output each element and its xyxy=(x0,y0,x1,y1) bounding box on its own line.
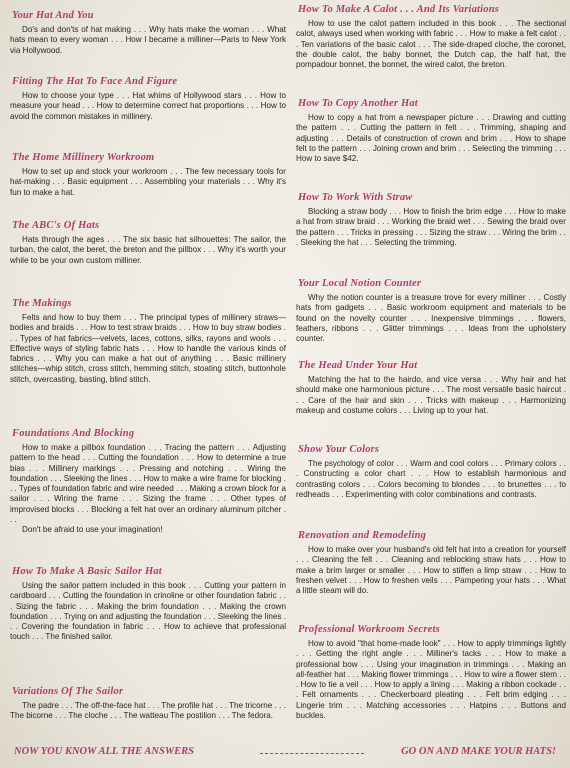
section-body: Using the sailor pattern included in this book . . . Cutting your pattern in cardboard . . . Cutting the foundation in crinoline or other foundation fabric . . . Sizing the fabric . . . Making the brim foundation . . . Making the crown foundation . . . Trying on and adjusting the foundation . . . Sleeking the lines . . . Covering the foundation in fabric . . . How to achieve that professional touch . . . The finished sailor. xyxy=(10,581,286,642)
section-body: Blocking a straw body . . . How to finish the brim edge . . . How to make a hat from straw braid . . . Working the braid wet . . . Sewing the braid over the pattern . . . Tricks in pressing . . . Sizing the straw . . . Wiring the brim . . . Sleeking the hat . . . Selecting the trimming. xyxy=(296,207,566,247)
section-heading: The Home Millinery Workroom xyxy=(12,152,155,163)
section-body: Why the notion counter is a treasure trove for every milliner . . . Costly hats from gadgets . . . Basic workroom equipment and materials to be found on the novelty counter . . . Inexpensive trimmings . . . flowers, feathers, ribbons . . . Glitter trimmings . . . Ideas from the upholstery counter. xyxy=(296,293,566,344)
section-heading: The Head Under Your Hat xyxy=(298,360,418,371)
section-basic-sailor-hat xyxy=(10,566,286,643)
section-heading: Variations Of The Sailor xyxy=(12,686,124,697)
section-heading: How To Work With Straw xyxy=(298,192,413,203)
section-closing-line: Don't be afraid to use your imagination! xyxy=(22,525,163,535)
section-body: How to make over your husband's old felt hat into a creation for yourself . . . Cleaning the felt . . . Cleaning and reblocking straw hats . . . How to make a brim larger or smaller . . . How to stiffen a limp straw . . . How to freshen velvet . . . How to freshen veils . . . Pampering your hats . . . What a little steam will do. xyxy=(296,545,566,596)
section-heading: How To Make A Basic Sailor Hat xyxy=(12,566,162,577)
section-heading: Your Local Notion Counter xyxy=(298,278,422,289)
section-body: Do's and don'ts of hat making . . . Why hats make the woman . . . What hats mean to every woman . . . How I became a milliner—Paris to New York via Hollywood. xyxy=(10,25,286,55)
section-variations-of-the-sailor xyxy=(10,686,286,722)
section-heading: Show Your Colors xyxy=(298,444,380,455)
section-the-makings xyxy=(10,298,286,385)
section-local-notion-counter xyxy=(296,278,566,344)
section-fitting-the-hat xyxy=(10,76,286,122)
section-your-hat-and-you xyxy=(10,10,286,56)
section-professional-workroom-secrets xyxy=(296,624,566,721)
section-body: How to copy a hat from a newspaper picture . . . Drawing and cutting the pattern . . . Cutting the pattern in felt . . . Trimming, shaping and adjusting . . . Details of construction of crown and brim . . . How to shape felt to the pattern . . . Joining crown and brim . . . Selecting the trimming . . . How to save $42. xyxy=(296,113,566,164)
section-heading: Your Hat And You xyxy=(12,10,94,21)
section-body: Matching the hat to the hairdo, and vice versa . . . Why hair and hat should make one harmonious picture . . . The most versatile basic haircut . . . Care of the hair and skin . . . Tricks with makeup . . . Harmonizing makeup and costume colors . . . Living up to your hat. xyxy=(296,375,566,415)
section-head-under-your-hat xyxy=(296,360,566,416)
section-how-to-copy-another-hat xyxy=(296,98,566,164)
section-how-to-make-a-calot xyxy=(296,4,566,70)
section-home-millinery-workroom xyxy=(10,152,286,198)
section-body: How to use the calot pattern included in this book . . . The sectional calot, always used when working with fabric . . . How to make a felt calot . . . Ten variations of the basic calot . . . The side-draped cloche, the coronet, the double calot, the baby bonnet, the Dutch cap, the half hat, the pompadour bonnet, the bonnet, the wired calot, the breton. xyxy=(296,19,566,70)
section-body xyxy=(10,443,286,536)
footer-dashed-rule xyxy=(260,753,364,754)
section-heading: Fitting The Hat To Face And Figure xyxy=(12,76,178,87)
section-heading: The Makings xyxy=(12,298,72,309)
section-body-text: How to make a pillbox foundation . . . Tracing the pattern . . . Adjusting pattern to the head . . . Cutting the foundation . . . How to determine a true bias . . . Millinery markings . . . Pressing and notching . . . Wiring the foundation . . . Sleeking the lines . . . How to make a wire frame for blocking . . . Types of foundation fabric and wire needed . . . Making a crown block for a sailor . . . Wiring the frame . . . Sizing the frame . . . Other types of improvised blocks . . . Blocking a felt hat over an ordinary aluminum pitcher . . . xyxy=(10,443,286,525)
section-body: How to avoid "that home-made look" . . . How to apply trimmings lightly . . . Getting the right angle . . . Milliner's tacks . . . How to make a professional bow . . . Using your imagination in trimmings . . . Making an all-feather hat . . . Making flower trimmings . . . How to wire a flower stem . . . How to tie a veil . . . How to apply a lining . . . Making a ribbon cockade . . . Felt ornaments . . . Checkerboard pleating . . . Felt brim edging . . . Lingerie trim . . . Matching accessories . . . Hatpins . . . Buttons and buckles. xyxy=(296,639,566,721)
footer-right-text: GO ON AND MAKE YOUR HATS! xyxy=(401,746,556,757)
section-body: The padre . . . The off-the-face hat . . . The profile hat . . . The tricorne . . . The bicorne . . . The cloche . . . The watteau The postilion . . . The fedora. xyxy=(10,701,286,721)
section-renovation-and-remodeling xyxy=(296,530,566,596)
section-body: Felts and how to buy them . . . The principal types of millinery straws—bodies and braids . . . How to test straw braids . . . How to buy straw bodies . . . Types of hat fabrics—velvets, laces, cottons, silks, rayons and wools . . . Effective ways of styling fabric hats . . . How to handle the various kinds of fabrics . . . Why you can make a hat out of anything . . . Basic millinery stitches—whip stitch, cross stitch, hemming stitch, stoating stitch, buttonhole stitch, overcasting, basting, blind stitch. xyxy=(10,313,286,384)
footer-left-text: NOW YOU KNOW ALL THE ANSWERS xyxy=(14,746,194,757)
section-heading: How To Make A Calot . . . And Its Variations xyxy=(298,4,500,15)
section-how-to-work-with-straw xyxy=(296,192,566,248)
section-body: Hats through the ages . . . The six basic hat silhouettes: The sailor, the turban, the calot, the beret, the breton and the pillbox . . . Why it's worth your while to be your own custom milliner. xyxy=(10,235,286,265)
section-body: The psychology of color . . . Warm and cool colors . . . Primary colors . . . Constructing a color chart . . . How to establish harmonious and contrasting colors . . . Colors becoming to blondes . . . to brunettes . . . to redheads . . . Experimenting with color combinations and contrasts. xyxy=(296,459,566,499)
section-heading: Renovation and Remodeling xyxy=(298,530,427,541)
section-heading: Foundations And Blocking xyxy=(12,428,135,439)
section-abcs-of-hats xyxy=(10,220,286,266)
footer-banner xyxy=(14,746,556,762)
section-show-your-colors xyxy=(296,444,566,500)
section-heading: How To Copy Another Hat xyxy=(298,98,418,109)
section-body: How to set up and stock your workroom . . . The few necessary tools for hat-making . . . Basic equipment . . . Assembling your materials . . . Why it's fun to make a hat. xyxy=(10,167,286,197)
section-heading: Professional Workroom Secrets xyxy=(298,624,440,635)
section-heading: The ABC's Of Hats xyxy=(12,220,100,231)
section-body: How to choose your type . . . Hat whims of Hollywood stars . . . How to measure your head . . . How to determine correct hat proportions . . . How to avoid the common mistakes in millinery. xyxy=(10,91,286,121)
section-foundations-and-blocking xyxy=(10,428,286,536)
